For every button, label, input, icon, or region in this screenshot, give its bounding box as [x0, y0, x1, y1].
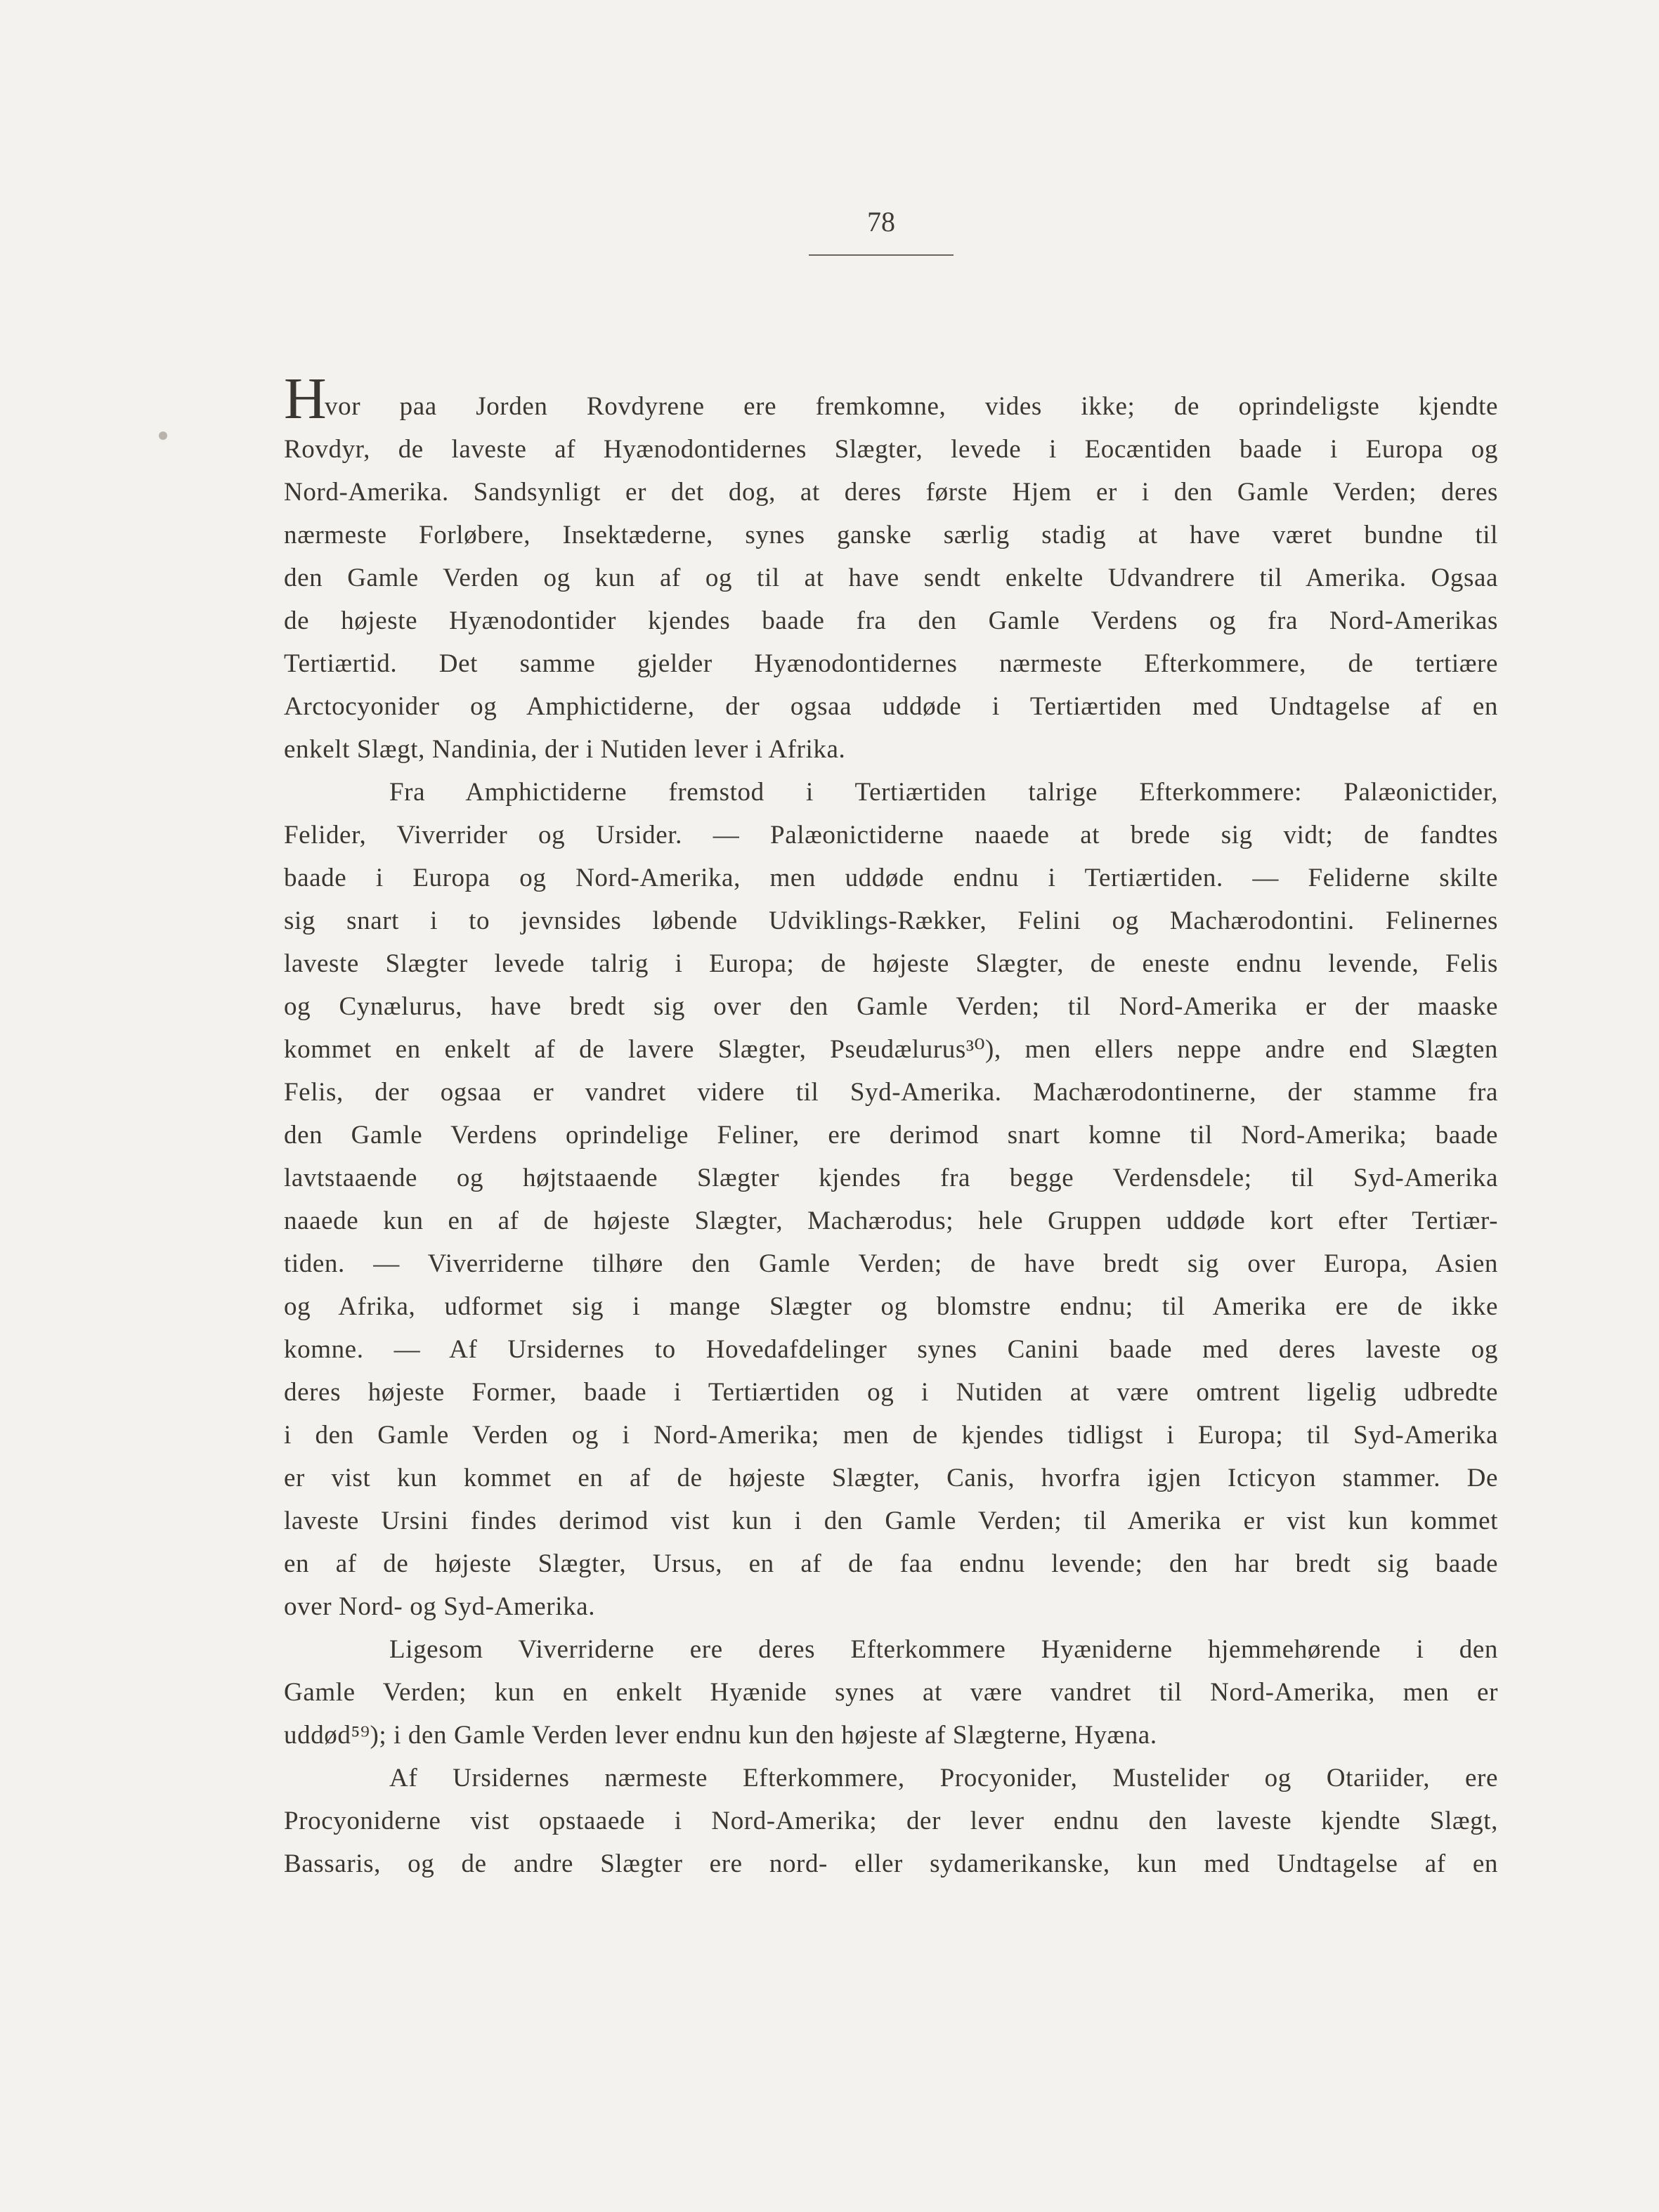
text-line: komne. — Af Ursidernes to Hovedafdelinger synes Canini baade med deres laveste og: [284, 1335, 1498, 1364]
text-line: sig snart i to jevnsides løbende Udviklings-Rækker, Felini og Machærodontini. Felinernes: [284, 906, 1498, 935]
text-line: Fra Amphictiderne fremstod i Tertiærtiden talrige Efterkommere: Palæonictider,: [389, 778, 1498, 807]
text-line: Tertiærtid. Det samme gjelder Hyænodontidernes nærmeste Efterkommere, de tertiære: [284, 649, 1498, 678]
text-line: Gamle Verden; kun en enkelt Hyænide synes at være vandret til Nord-Amerika, men er: [284, 1678, 1498, 1707]
text-line: vor paa Jorden Rovdyrene ere fremkomne, vides ikke; de oprindeligste kjendte: [325, 392, 1498, 421]
text-line: Rovdyr, de laveste af Hyænodontidernes Slægter, levede i Eocæntiden baade i Europa og: [284, 435, 1498, 464]
text-line: de højeste Hyænodontider kjendes baade fra den Gamle Verdens og fra Nord-Amerikas: [284, 606, 1498, 635]
text-line: er vist kun kommet en af de højeste Slægter, Canis, hvorfra igjen Icticyon stammer. De: [284, 1464, 1498, 1492]
text-line: Ligesom Viverriderne ere deres Efterkommere Hyæniderne hjemmehørende i den: [389, 1635, 1498, 1664]
text-line: Nord-Amerika. Sandsynligt er det dog, at deres første Hjem er i den Gamle Verden; deres: [284, 478, 1498, 507]
text-line: enkelt Slægt, Nandinia, der i Nutiden lever i Afrika.: [284, 735, 846, 764]
text-line: laveste Ursini findes derimod vist kun i den Gamle Verden; til Amerika er vist kun kommet: [284, 1507, 1498, 1535]
text-line: lavtstaaende og højtstaaende Slægter kjendes fra begge Verdensdele; til Syd-Amerika: [284, 1164, 1498, 1192]
text-line: den Gamle Verdens oprindelige Feliner, ere derimod snart komne til Nord-Amerika; baade: [284, 1121, 1498, 1150]
text-line: Arctocyonider og Amphictiderne, der ogsaa uddøde i Tertiærtiden med Undtagelse af en: [284, 692, 1498, 721]
text-line: Bassaris, og de andre Slægter ere nord- eller sydamerikanske, kun med Undtagelse af en: [284, 1849, 1498, 1878]
drop-cap: H: [284, 366, 327, 431]
text-line: over Nord- og Syd-Amerika.: [284, 1592, 596, 1621]
text-line: baade i Europa og Nord-Amerika, men uddøde endnu i Tertiærtiden. — Feliderne skilte: [284, 864, 1498, 892]
text-line: den Gamle Verden og kun af og til at have sendt enkelte Udvandrere til Amerika. Ogsaa: [284, 564, 1498, 592]
text-line: nærmeste Forløbere, Insektæderne, synes ganske særlig stadig at have været bundne til: [284, 521, 1498, 549]
text-line: i den Gamle Verden og i Nord-Amerika; men de kjendes tidligst i Europa; til Syd-Amerika: [284, 1421, 1498, 1450]
text-line: naaede kun en af de højeste Slægter, Machærodus; hele Gruppen uddøde kort efter Tertiær-: [284, 1206, 1498, 1235]
text-line: Af Ursidernes nærmeste Efterkommere, Procyonider, Mustelider og Otariider, ere: [389, 1764, 1498, 1793]
text-line: laveste Slægter levede talrig i Europa; de højeste Slægter, de eneste endnu levende, Felis: [284, 949, 1498, 978]
text-line: deres højeste Former, baade i Tertiærtiden og i Nutiden at være omtrent ligelig udbredte: [284, 1378, 1498, 1407]
text-line: uddød⁵⁹); i den Gamle Verden lever endnu kun den højeste af Slægterne, Hyæna.: [284, 1721, 1157, 1750]
text-line: Procyoniderne vist opstaaede i Nord-Amerika; der lever endnu den laveste kjendte Slægt,: [284, 1807, 1498, 1835]
text-line: Felider, Viverrider og Ursider. — Palæonictiderne naaede at brede sig vidt; de fandtes: [284, 821, 1498, 850]
text-line: tiden. — Viverriderne tilhøre den Gamle Verden; de have bredt sig over Europa, Asien: [284, 1249, 1498, 1278]
page-stain-mark: [159, 431, 167, 440]
page-number: 78: [867, 206, 895, 238]
body-text: [284, 366, 1498, 1885]
text-line: Felis, der ogsaa er vandret videre til Syd-Amerika. Machærodontinerne, der stamme fra: [284, 1078, 1498, 1107]
text-line: en af de højeste Slægter, Ursus, en af de faa endnu levende; den har bredt sig baade: [284, 1549, 1498, 1578]
text-line: kommet en enkelt af de lavere Slægter, Pseudælurus³⁰), men ellers neppe andre end Slægten: [284, 1035, 1498, 1064]
text-line: og Cynælurus, have bredt sig over den Gamle Verden; til Nord-Amerika er der maaske: [284, 992, 1498, 1021]
page-number-rule: [809, 254, 954, 256]
text-line: og Afrika, udformet sig i mange Slægter og blomstre endnu; til Amerika ere de ikke: [284, 1292, 1498, 1321]
